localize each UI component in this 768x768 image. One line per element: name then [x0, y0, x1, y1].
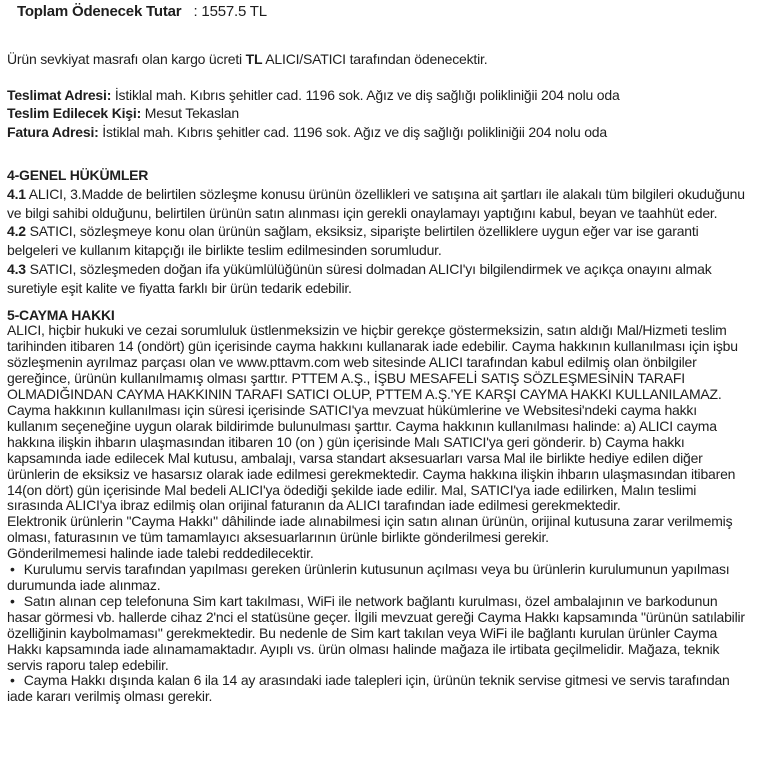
withdrawal-paragraph-4: Gönderilmemesi halinde iade talebi reddedilecektir.: [7, 545, 314, 562]
clause-4-1-text: ALICI, 3.Madde de belirtilen sözleşme konusu ürünün özellikleri ve satışına ait şartları ile alakalı tüm bilgileri okuduğunu ve bilgi sahibi olduğunu, belirtilen ürünün satın alınması için gerekli onaylamayı yaptığını kabul, beyan ve taahhüt eder.: [7, 185, 745, 221]
billing-address-label: Fatura Adresi:: [7, 124, 99, 141]
shipping-note-prefix: Ürün sevkiyat masrafı olan kargo ücreti: [7, 50, 246, 67]
clause-4-1: [7, 185, 746, 223]
total-amount-label: Toplam Ödenecek Tutar: [17, 3, 182, 20]
clause-4-1-number: 4.1: [7, 185, 26, 202]
section-general-provisions: [7, 166, 746, 298]
bullet-icon: •: [10, 672, 15, 689]
withdrawal-paragraph-3: Elektronik ürünlerin "Cayma Hakkı" dâhilinde iade alınabilmesi için satın alınan ürünün, orijinal kutusuna zarar verilmemiş olması, faturasının ve tüm tamamlayıcı aksesuarlarının ürünle birlikte gönderilmesi gerekir.: [7, 513, 733, 546]
delivery-address-line: [7, 86, 746, 105]
billing-address-value: İstiklal mah. Kıbrıs şehitler cad. 1196 sok. Ağız ve diş sağlığı polikliniğii 204 nolu oda: [98, 124, 607, 141]
bullet-item-simcard: [7, 594, 746, 674]
clause-4-2: [7, 222, 746, 260]
bullet-item-service-return-text: Cayma Hakkı dışında kalan 6 ila 14 ay arasındaki iade talepleri için, ürünün teknik servise gitmesi ve servis tarafından iade kararı verilmiş olması gerekir.: [7, 672, 730, 705]
recipient-value: Mesut Tekaslan: [141, 105, 239, 122]
total-amount-row: [7, 3, 746, 22]
section-heading-cayma-hakki: 5-CAYMA HAKKI: [7, 306, 115, 323]
clause-4-3-text: SATICI, sözleşmeden doğan ifa yükümlülüğünün süresi dolmadan ALICI'yı bilgilendirmek ve açıkça onayını almak suretiyle eşit kalite ve fiyatta farklı bir ürün tedarik edebilir.: [7, 260, 712, 296]
billing-address-line: [7, 123, 746, 142]
shipping-note-suffix: ALICI/SATICI tarafından ödenecektir.: [262, 50, 488, 67]
clause-4-2-number: 4.2: [7, 223, 26, 240]
shipping-currency: TL: [245, 50, 263, 67]
total-amount-separator: :: [193, 3, 198, 20]
delivery-address-value: İstiklal mah. Kıbrıs şehitler cad. 1196 sok. Ağız ve diş sağlığı polikliniğii 204 nolu oda: [111, 86, 620, 103]
clause-4-3-number: 4.3: [7, 260, 26, 277]
clause-4-3: [7, 260, 746, 298]
clause-4-2-text: SATICI, sözleşmeye konu olan ürünün sağlam, eksiksiz, siparişte belirtilen özelliklere uygun eğer var ise garanti belgeleri ve kullanım kitapçığı ile birlikte teslim edilmesinden sorumludur.: [7, 223, 699, 259]
bullet-item-installation-text: Kurulumu servis tarafından yapılması gereken ürünlerin kutusunun açılması veya bu ürünlerin kurulumunun yapılması durumunda iade alınmaz.: [7, 561, 730, 593]
delivery-address-label: Teslimat Adresi:: [7, 86, 112, 103]
total-amount-value: 1557.5 TL: [201, 3, 267, 20]
address-block: [7, 86, 746, 142]
recipient-line: [7, 104, 746, 123]
withdrawal-paragraph-2: Cayma hakkının kullanılması için süresi içerisinde SATICI'ya mevzuat hükümlerine ve Websitesi'ndeki cayma hakkı kullanım seçeneğine uygun olarak bildirimde bulunulması şarttır. Cayma hakkının kullanılması halinde: a) ALICI cayma hakkına ilişkin ihbarın ulaşmasından itibaren 10 (on ) gün içerisinde Malı SATICI'ya geri gönderir. b) Cayma hakkı kapsamında iade edilecek Mal kutusu, ambalajı, varsa standart aksesuarları varsa Mal ile birlikte hediye edilen diğer ürünlerin de eksiksiz ve hasarsız olarak iade edilmesi gerekmektedir. Cayma hakkına ilişkin ihbarın ulaşmasından itibaren 14(on dört) gün içerisinde Mal bedeli ALICI'ya ödediği şekilde iade edilir. Mal, SATICI'ya iade edilirken, Malın teslimi sırasında ALICI'ya ibraz edilmiş olan orijinal faturanın da ALICI tarafından iade edilmesi gerekmektedir.: [7, 402, 736, 514]
bullet-icon: •: [10, 561, 15, 578]
section-heading-genel-hukumler: 4-GENEL HÜKÜMLER: [7, 166, 149, 183]
bullet-item-service-return: [7, 673, 746, 705]
shipping-cost-note: [7, 50, 746, 69]
withdrawal-paragraph-1: ALICI, hiçbir hukuki ve cezai sorumluluk üstlenmeksizin ve hiçbir gerekçe göstermeksizin, satın aldığı Mal/Hizmeti teslim tarihinden itibaren 14 (ondört) gün içerisinde cayma hakkını kullanarak iade edebilir. Cayma hakkının kullanılması için işbu sözleşmenin ayrılmaz parçası olan ve www.pttavm.com web sitesinde ALICI tarafından kabul edilmiş olan önbilgiler gereğince, ürünün kullanılmamış olması şarttır. PTTEM A.Ş., İŞBU MESAFELİ SATIŞ SÖZLEŞMESİNİN TARAFI OLMADIĞINDAN CAYMA HAKKININ TARAFI SATICI OLUP, PTTEM A.Ş.'YE KARŞI CAYMA HAKKI KULLANILAMAZ.: [7, 322, 738, 403]
bullet-item-simcard-text: Satın alınan cep telefonuna Sim kart takılması, WiFi ile network bağlantı kurulması, özel ambalajının ve barkodunun hasar görmesi vb. hallerde cihaz 2'nci el statüsüne geçer. İlgili mevzuat gereği Cayma Hakkı kapsamında "ürünün satılabilir özelliğinin kaybolmaması" gerekmektedir. Bu nedenle de Sim kart takılan veya WiFi ile bağlantı kurulan ürünler Cayma Hakkı kapsamında iade alınamamaktadır. Ayıplı vs. ürün olması halinde mağaza ile irtibata geçilmelidir. Mağaza, teknik servis raporu talep edebilir.: [7, 592, 745, 673]
section-right-of-withdrawal: [7, 308, 746, 706]
bullet-icon: •: [10, 592, 15, 609]
recipient-label: Teslim Edilecek Kişi:: [7, 105, 142, 122]
bullet-item-installation: [7, 562, 746, 594]
